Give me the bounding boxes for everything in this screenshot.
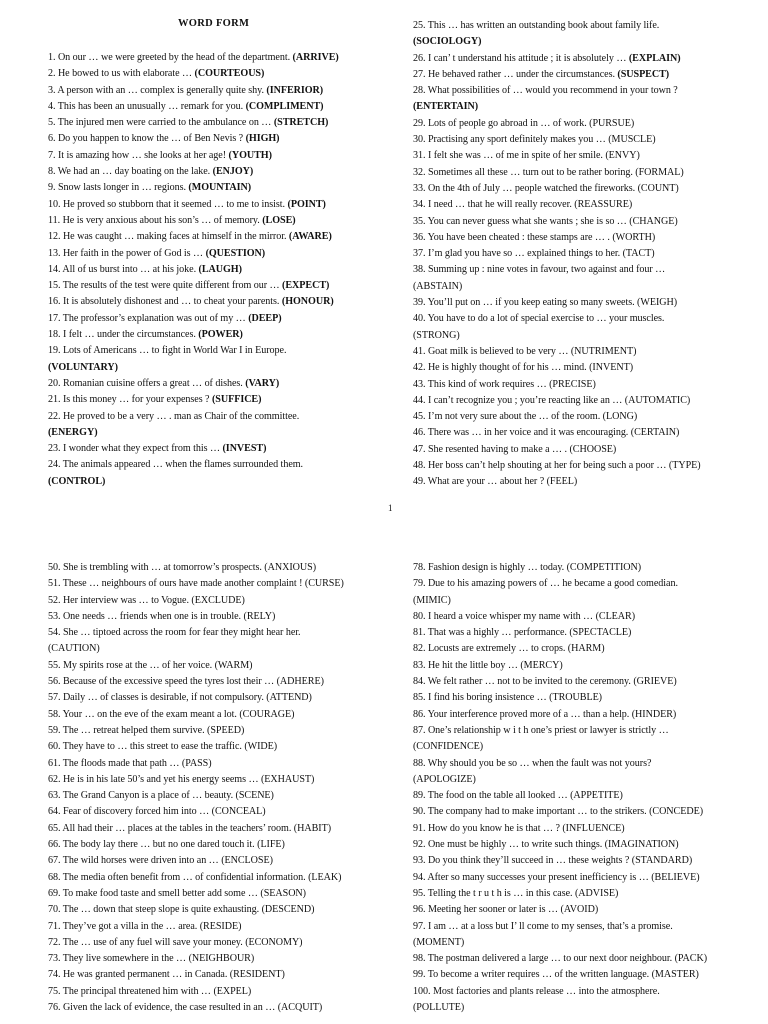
keyword: (SUFFICE) xyxy=(211,394,262,406)
exercise-line xyxy=(48,723,388,739)
exercise-line xyxy=(413,99,753,115)
keyword: (SUSPECT) xyxy=(617,68,670,80)
exercise-line xyxy=(413,344,753,360)
sentence-text: 14. All of us burst into … at his joke. xyxy=(48,263,199,275)
exercise-line xyxy=(413,951,753,967)
exercise-line xyxy=(413,442,753,458)
sentence-text: 53. One needs … friends when one is in trouble. (RELY) xyxy=(48,610,276,622)
sentence-text: 89. The food on the table all looked … (APPETITE) xyxy=(413,790,623,802)
sentence-text: 78. Fashion design is highly … today. (COMPETITION) xyxy=(413,562,642,573)
page-title: WORD FORM xyxy=(178,18,250,29)
sentence-text: 34. I need … that he will really recover. (REASSURE) xyxy=(413,199,633,211)
exercise-line xyxy=(48,409,374,425)
exercise-line xyxy=(413,230,753,246)
sentence-text: 6. Do you happen to know the … of Ben Nevis ? xyxy=(48,133,246,145)
sentence-text: (ABSTAIN) xyxy=(413,280,463,292)
sentence-text: 30. Practising any sport definitely makes you … (MUSCLE) xyxy=(413,134,656,146)
sentence-text: (CAUTION) xyxy=(48,643,100,655)
exercise-line xyxy=(413,919,753,935)
exercise-line xyxy=(48,115,374,131)
exercise-line xyxy=(48,262,374,278)
sentence-text: 35. You can never guess what she wants ; she is so … (CHANGE) xyxy=(413,215,678,227)
keyword: (QUESTION) xyxy=(205,247,266,259)
sentence-text: 94. After so many successes your present inefficiency is … (BELIEVE) xyxy=(413,871,700,883)
sentence-text: 45. I’m not very sure about the … of the room. (LONG) xyxy=(413,411,638,423)
sentence-text: 1. On our … we were greeted by the head of the department. xyxy=(48,52,293,63)
exercise-line xyxy=(48,967,388,983)
sentence-text: 46. There was … in her voice and it was encouraging. (CERTAIN) xyxy=(413,427,680,439)
exercise-column-3 xyxy=(48,560,388,1016)
exercise-line xyxy=(413,707,753,723)
sentence-text: 56. Because of the excessive speed the tyres lost their … (ADHERE) xyxy=(48,676,324,688)
sentence-text: 17. The professor’s explanation was out of my … xyxy=(48,312,249,324)
exercise-line xyxy=(413,641,753,657)
exercise-line xyxy=(48,392,374,408)
exercise-line xyxy=(48,853,388,869)
exercise-line xyxy=(48,902,388,918)
exercise-line xyxy=(413,739,753,755)
exercise-line xyxy=(413,576,753,592)
sentence-text: 57. Daily … of classes is desirable, if not compulsory. (ATTEND) xyxy=(48,692,312,704)
sentence-text: 41. Goat milk is believed to be very … (NUTRIMENT) xyxy=(413,345,637,357)
sentence-text: (MOMENT) xyxy=(413,936,465,948)
exercise-line xyxy=(413,625,753,641)
sentence-text: 96. Meeting her sooner or later is … (AVOID) xyxy=(413,904,599,916)
sentence-text: 95. Telling the t r u t h is … in this case. (ADVISE) xyxy=(413,887,619,899)
sentence-text: 5. The injured men were carried to the ambulance on … xyxy=(48,117,274,129)
keyword: (ENJOY) xyxy=(212,166,254,178)
exercise-line xyxy=(48,919,388,935)
sentence-text: 100. Most factories and plants release … into the atmosphere. xyxy=(413,985,660,997)
sentence-text: 84. We felt rather … not to be invited to the ceremony. (GRIEVE) xyxy=(413,676,677,688)
exercise-line xyxy=(48,935,388,951)
exercise-line xyxy=(48,441,374,457)
sentence-text: 88. Why should you be so … when the fault was not yours? xyxy=(413,757,652,769)
keyword: (HONOUR) xyxy=(281,296,334,308)
sentence-text: (STRONG) xyxy=(413,329,460,341)
keyword: (MOUNTAIN) xyxy=(188,182,252,194)
keyword: (ENTERTAIN) xyxy=(413,101,479,113)
sentence-text: 39. You’ll put on … if you keep eating so many sweets. (WEIGH) xyxy=(413,297,678,309)
sentence-text: 19. Lots of Americans … to fight in World War I in Europe. xyxy=(48,345,287,357)
exercise-line xyxy=(413,83,753,99)
sentence-text: 13. Her faith in the power of God is … xyxy=(48,247,206,259)
exercise-line xyxy=(413,214,753,230)
sentence-text: 15. The results of the test were quite different from our … xyxy=(48,280,283,292)
sentence-text: 61. The floods made that path … (PASS) xyxy=(48,757,212,769)
exercise-line xyxy=(413,690,753,706)
sentence-text: 2. He bowed to us with elaborate … xyxy=(48,68,195,80)
exercise-line xyxy=(413,886,753,902)
exercise-line xyxy=(413,853,753,869)
exercise-line xyxy=(48,804,388,820)
sentence-text: (POLLUTE) xyxy=(413,1002,465,1014)
exercise-line xyxy=(413,181,753,197)
sentence-text: 79. Due to his amazing powers of … he became a good comedian. xyxy=(413,578,678,590)
exercise-column-2 xyxy=(413,18,753,491)
exercise-line xyxy=(413,967,753,983)
keyword: (ARRIVE) xyxy=(292,52,339,63)
exercise-line xyxy=(48,641,388,657)
page-number: 1 xyxy=(388,503,393,513)
exercise-line xyxy=(48,886,388,902)
exercise-line xyxy=(48,229,374,245)
exercise-line xyxy=(413,328,753,344)
exercise-line xyxy=(413,311,753,327)
keyword: (EXPLAIN) xyxy=(628,52,681,64)
sentence-text: 50. She is trembling with … at tomorrow’s prospects. (ANXIOUS) xyxy=(48,562,317,573)
keyword: (STRETCH) xyxy=(273,117,329,129)
exercise-line xyxy=(413,821,753,837)
keyword: (SOCIOLOGY) xyxy=(413,36,482,48)
exercise-line xyxy=(413,51,753,67)
exercise-line xyxy=(413,609,753,625)
sentence-text: 27. He behaved rather … under the circumstances. xyxy=(413,68,618,80)
exercise-line xyxy=(413,772,753,788)
exercise-line xyxy=(48,425,374,441)
sentence-text: 11. He is very anxious about his son’s … of memory. xyxy=(48,214,263,226)
sentence-text: 20. Romanian cuisine offers a great … of dishes. xyxy=(48,377,246,389)
exercise-line xyxy=(48,83,374,99)
sentence-text: 24. The animals appeared … when the flames surrounded them. xyxy=(48,459,304,471)
exercise-line xyxy=(48,246,374,262)
sentence-text: 60. They have to … this street to ease the traffic. (WIDE) xyxy=(48,741,278,753)
exercise-line xyxy=(48,360,374,376)
sentence-text: 25. This … has written an outstanding book about family life. xyxy=(413,20,660,31)
sentence-text: 64. Fear of discovery forced him into … (CONCEAL) xyxy=(48,806,266,818)
sentence-text: 90. The company had to make important … to the strikers. (CONCEDE) xyxy=(413,806,704,818)
exercise-line xyxy=(48,474,374,490)
sentence-text: 74. He was granted permanent … in Canada. (RESIDENT) xyxy=(48,969,285,981)
sentence-text: 12. He was caught … making faces at himself in the mirror. xyxy=(48,231,289,243)
keyword: (AWARE) xyxy=(288,231,332,243)
exercise-line xyxy=(413,425,753,441)
exercise-line xyxy=(48,609,388,625)
sentence-text: 21. Is this money … for your expenses ? xyxy=(48,394,212,406)
exercise-line xyxy=(413,197,753,213)
exercise-line xyxy=(413,837,753,853)
exercise-line xyxy=(413,870,753,886)
sentence-text: 7. It is amazing how … she looks at her age! xyxy=(48,149,229,161)
sentence-text: 37. I’m glad you have so … explained things to her. (TACT) xyxy=(413,248,655,260)
sentence-text: 52. Her interview was … to Vogue. (EXCLUDE) xyxy=(48,594,245,606)
exercise-line xyxy=(48,180,374,196)
keyword: (EXPECT) xyxy=(282,280,330,292)
exercise-line xyxy=(413,377,753,393)
sentence-text: (APOLOGIZE) xyxy=(413,773,476,785)
exercise-line xyxy=(48,821,388,837)
keyword: (CONTROL) xyxy=(48,475,106,487)
sentence-text: 66. The body lay there … but no one dared touch it. (LIFE) xyxy=(48,839,285,851)
exercise-line xyxy=(48,756,388,772)
sentence-text: 63. The Grand Canyon is a place of … beauty. (SCENE) xyxy=(48,790,274,802)
exercise-line xyxy=(48,707,388,723)
exercise-line xyxy=(413,116,753,132)
sentence-text: 26. I can’ t understand his attitude ; it is absolutely … xyxy=(413,52,629,64)
exercise-line xyxy=(413,935,753,951)
exercise-line xyxy=(413,246,753,262)
sentence-text: 86. Your interference proved more of a … than a help. (HINDER) xyxy=(413,708,677,720)
sentence-text: 93. Do you think they’ll succeed in … these weights ? (STANDARD) xyxy=(413,855,693,867)
sentence-text: 8. We had an … day boating on the lake. xyxy=(48,166,213,178)
exercise-line xyxy=(413,279,753,295)
sentence-text: 80. I heard a voice whisper my name with … (CLEAR) xyxy=(413,610,636,622)
sentence-text: 28. What possibilities of … would you recommend in your town ? xyxy=(413,85,678,97)
exercise-line xyxy=(413,723,753,739)
exercise-line xyxy=(48,772,388,788)
exercise-line xyxy=(413,409,753,425)
sentence-text: 43. This kind of work requires … (PRECISE) xyxy=(413,378,596,390)
keyword: (INVEST) xyxy=(222,443,267,455)
sentence-text: 70. The … down that steep slope is quite exhausting. (DESCEND) xyxy=(48,904,315,916)
sentence-text: 3. A person with an … complex is generally quite shy. xyxy=(48,84,267,96)
sentence-text: 22. He proved to be a very … . man as Chair of the committee. xyxy=(48,410,300,422)
sentence-text: 36. You have been cheated : these stamps are … . (WORTH) xyxy=(413,231,656,243)
exercise-line xyxy=(413,67,753,83)
exercise-line xyxy=(48,311,374,327)
keyword: (COMPLIMENT) xyxy=(245,100,324,112)
sentence-text: (MIMIC) xyxy=(413,594,451,606)
sentence-text: 31. I felt she was … of me in spite of her smile. (ENVY) xyxy=(413,150,640,162)
sentence-text: 76. Given the lack of evidence, the case resulted in an … (ACQUIT) xyxy=(48,1002,323,1014)
exercise-line xyxy=(413,658,753,674)
exercise-line xyxy=(48,951,388,967)
keyword: (INFERIOR) xyxy=(266,84,324,96)
exercise-line xyxy=(48,327,374,343)
keyword: (POINT) xyxy=(287,198,326,210)
exercise-line xyxy=(413,756,753,772)
sentence-text: 49. What are your … about her ? (FEEL) xyxy=(413,476,578,488)
sentence-text: 4. This has been an unusually … remark for you. xyxy=(48,100,246,112)
keyword: (LAUGH) xyxy=(198,263,242,275)
sentence-text: 69. To make food taste and smell better add some … (SEASON) xyxy=(48,887,306,899)
sentence-text: 87. One’s relationship w i t h one’s priest or lawyer is strictly … xyxy=(413,724,669,736)
exercise-column-4 xyxy=(413,560,753,1016)
exercise-line xyxy=(413,18,753,34)
keyword: (VARY) xyxy=(245,377,280,389)
exercise-line xyxy=(48,1000,388,1016)
sentence-text: 97. I am … at a loss but I’ ll come to my senses, that’s a promise. xyxy=(413,920,673,932)
exercise-line xyxy=(48,99,374,115)
keyword: (COURTEOUS) xyxy=(194,68,265,80)
sentence-text: 72. The … use of any fuel will save your money. (ECONOMY) xyxy=(48,936,303,948)
sentence-text: 18. I felt … under the circumstances. xyxy=(48,329,199,341)
sentence-text: 81. That was a highly … performance. (SPECTACLE) xyxy=(413,627,632,639)
sentence-text: 92. One must be highly … to write such things. (IMAGINATION) xyxy=(413,839,679,851)
sentence-text: 68. The media often benefit from … of confidential information. (LEAK) xyxy=(48,871,342,883)
exercise-line xyxy=(48,739,388,755)
exercise-line xyxy=(48,213,374,229)
sentence-text: 32. Sometimes all these … turn out to be rather boring. (FORMAL) xyxy=(413,166,684,178)
sentence-text: 40. You have to do a lot of special exercise to … your muscles. xyxy=(413,313,665,325)
exercise-line xyxy=(413,458,753,474)
sentence-text: 51. These … neighbours of ours have made another complaint ! (CURSE) xyxy=(48,578,344,590)
exercise-line xyxy=(48,457,374,473)
sentence-text: 75. The principal threatened him with … (EXPEL) xyxy=(48,985,252,997)
sentence-text: 59. The … retreat helped them survive. (SPEED) xyxy=(48,724,245,736)
exercise-line xyxy=(48,164,374,180)
sentence-text: 99. To become a writer requires … of the written language. (MASTER) xyxy=(413,969,699,981)
exercise-line xyxy=(48,50,374,66)
sentence-text: 98. The postman delivered a large … to our next door neighbour. (PACK) xyxy=(413,953,708,965)
exercise-line xyxy=(413,165,753,181)
exercise-line xyxy=(413,788,753,804)
exercise-column-1 xyxy=(48,50,374,490)
sentence-text: 38. Summing up : nine votes in favour, two against and four … xyxy=(413,264,666,276)
exercise-line xyxy=(413,674,753,690)
sentence-text: 55. My spirits rose at the … of her voice. (WARM) xyxy=(48,659,253,671)
sentence-text: 83. He hit the little boy … (MERCY) xyxy=(413,659,563,671)
sentence-text: 48. Her boss can’t help shouting at her for being such a poor … (TYPE) xyxy=(413,460,701,472)
exercise-line xyxy=(413,560,753,576)
exercise-line xyxy=(413,902,753,918)
exercise-line xyxy=(48,197,374,213)
sentence-text: 9. Snow lasts longer in … regions. xyxy=(48,182,189,194)
exercise-line xyxy=(48,837,388,853)
exercise-line xyxy=(48,625,388,641)
exercise-line xyxy=(413,132,753,148)
exercise-line xyxy=(48,674,388,690)
exercise-line xyxy=(48,984,388,1000)
sentence-text: 29. Lots of people go abroad in … of work. (PURSUE) xyxy=(413,117,635,129)
exercise-line xyxy=(48,870,388,886)
exercise-line xyxy=(413,1000,753,1016)
sentence-text: 47. She resented having to make a … . (CHOOSE) xyxy=(413,443,617,455)
exercise-line xyxy=(48,294,374,310)
sentence-text: 73. They live somewhere in the … (NEIGHBOUR) xyxy=(48,953,255,965)
exercise-line xyxy=(48,66,374,82)
exercise-line xyxy=(413,34,753,50)
sentence-text: 44. I can’t recognize you ; you’re reacting like an … (AUTOMATIC) xyxy=(413,394,691,406)
exercise-line xyxy=(413,804,753,820)
exercise-line xyxy=(413,148,753,164)
exercise-line xyxy=(413,474,753,490)
exercise-line xyxy=(413,262,753,278)
sentence-text: 23. I wonder what they expect from this … xyxy=(48,443,223,455)
exercise-line xyxy=(48,593,388,609)
sentence-text: 82. Locusts are extremely … to crops. (HARM) xyxy=(413,643,605,655)
sentence-text: 85. I find his boring insistence … (TROUBLE) xyxy=(413,692,602,704)
keyword: (ENERGY) xyxy=(48,426,98,438)
sentence-text: 10. He proved so stubborn that it seemed … to me to insist. xyxy=(48,198,288,210)
exercise-line xyxy=(48,658,388,674)
exercise-line xyxy=(413,393,753,409)
keyword: (HIGH) xyxy=(245,133,280,145)
sentence-text: 16. It is absolutely dishonest and … to cheat your parents. xyxy=(48,296,282,308)
sentence-text: 54. She … tiptoed across the room for fear they might hear her. xyxy=(48,627,301,639)
exercise-line xyxy=(48,788,388,804)
keyword: (YOUTH) xyxy=(228,149,272,161)
sentence-text: 42. He is highly thought of for his … mind. (INVENT) xyxy=(413,362,634,374)
keyword: (LOSE) xyxy=(262,214,296,226)
exercise-line xyxy=(413,360,753,376)
keyword: (VOLUNTARY) xyxy=(48,361,118,373)
exercise-line xyxy=(48,576,388,592)
sentence-text: 33. On the 4th of July … people watched the fireworks. (COUNT) xyxy=(413,182,679,194)
exercise-line xyxy=(413,593,753,609)
exercise-line xyxy=(413,295,753,311)
exercise-line xyxy=(48,343,374,359)
sentence-text: 91. How do you know he is that … ? (INFLUENCE) xyxy=(413,822,625,834)
sentence-text: 62. He is in his late 50’s and yet his energy seems … (EXHAUST) xyxy=(48,773,315,785)
exercise-line xyxy=(413,984,753,1000)
sentence-text: 58. Your … on the eve of the exam meant a lot. (COURAGE) xyxy=(48,708,295,720)
exercise-line xyxy=(48,560,388,576)
sentence-text: 67. The wild horses were driven into an … (ENCLOSE) xyxy=(48,855,273,867)
exercise-line xyxy=(48,131,374,147)
exercise-line xyxy=(48,278,374,294)
exercise-line xyxy=(48,148,374,164)
exercise-line xyxy=(48,376,374,392)
exercise-line xyxy=(48,690,388,706)
keyword: (POWER) xyxy=(198,329,243,341)
sentence-text: 65. All had their … places at the tables in the teachers’ room. (HABIT) xyxy=(48,822,332,834)
sentence-text: (CONFIDENCE) xyxy=(413,741,484,753)
sentence-text: 71. They’ve got a villa in the … area. (RESIDE) xyxy=(48,920,242,932)
keyword: (DEEP) xyxy=(248,312,282,324)
